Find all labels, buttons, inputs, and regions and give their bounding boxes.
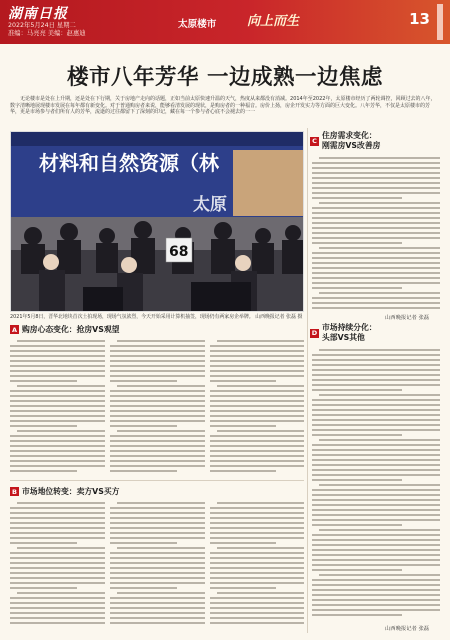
body-text-line	[10, 380, 77, 382]
body-text-line	[10, 390, 105, 392]
body-text-line	[312, 519, 440, 521]
body-text-line	[210, 380, 276, 382]
body-text-line	[110, 375, 205, 377]
body-text-line	[319, 484, 440, 486]
section-slogan: 向上而生	[247, 14, 300, 29]
body-text-line	[110, 395, 205, 397]
body-text-line	[312, 429, 440, 431]
body-text-line	[210, 587, 276, 589]
body-text-line	[10, 512, 105, 514]
body-text-line	[312, 232, 440, 234]
body-text-line	[312, 162, 440, 164]
body-text-line	[117, 385, 205, 387]
body-text-line	[10, 350, 105, 352]
body-text-line	[110, 450, 205, 452]
body-text-line	[312, 579, 440, 581]
body-text-line	[210, 597, 304, 599]
body-text-line	[210, 450, 304, 452]
body-text-line	[210, 532, 304, 534]
section-c-mark: C	[310, 137, 319, 146]
body-text-line	[110, 440, 205, 442]
body-text-line	[210, 577, 304, 579]
section-a-body-col3	[210, 340, 304, 475]
body-text-line	[110, 365, 205, 367]
body-text-line	[312, 354, 440, 356]
body-text-line	[210, 562, 304, 564]
body-text-line	[312, 379, 440, 381]
body-text-line	[319, 529, 440, 531]
body-text-line	[110, 527, 205, 529]
body-text-line	[210, 410, 304, 412]
body-text-line	[312, 207, 440, 209]
body-text-line	[10, 440, 105, 442]
body-text-line	[110, 532, 205, 534]
land-auction-photo	[10, 131, 304, 312]
body-text-line	[10, 542, 77, 544]
body-text-line	[110, 607, 205, 609]
body-text-line	[10, 582, 105, 584]
body-text-line	[10, 465, 105, 467]
page-number: 13	[409, 10, 430, 28]
body-text-line	[312, 419, 440, 421]
body-text-line	[10, 420, 105, 422]
body-text-line	[319, 292, 440, 294]
body-text-line	[312, 449, 440, 451]
body-text-line	[110, 557, 205, 559]
body-text-line	[210, 345, 304, 347]
body-text-line	[217, 385, 304, 387]
body-text-line	[312, 559, 440, 561]
body-text-line	[10, 455, 105, 457]
body-text-line	[10, 587, 77, 589]
body-text-line	[110, 445, 205, 447]
section-b-mark: B	[10, 487, 19, 496]
body-text-line	[210, 395, 304, 397]
body-text-line	[117, 592, 205, 594]
body-text-line	[17, 502, 105, 504]
body-text-line	[110, 567, 205, 569]
body-text-line	[312, 384, 440, 386]
body-text-line	[312, 252, 440, 254]
body-text-line	[10, 375, 105, 377]
body-text-line	[312, 222, 440, 224]
body-text-line	[312, 524, 402, 526]
body-text-line	[210, 465, 304, 467]
body-text-line	[210, 537, 304, 539]
body-text-line	[110, 517, 205, 519]
section-b-header	[10, 486, 119, 497]
section-d-mark: D	[311, 329, 318, 337]
photo-caption-text: 2021年5月8日，晋华北地块首次土拍现场，现场气氛浓烈，今天开始采用计算机抽签，现场仍有两家房企举牌。	[10, 314, 254, 320]
body-text-line	[312, 499, 440, 501]
body-text-line	[10, 597, 105, 599]
body-text-line	[210, 440, 304, 442]
body-text-line	[110, 410, 205, 412]
body-text-line	[312, 489, 440, 491]
body-text-line	[312, 237, 440, 239]
body-text-line	[312, 504, 440, 506]
section-b-title: 市场地位转变：卖方VS买方	[22, 487, 120, 496]
body-text-line	[110, 522, 205, 524]
body-text-line	[312, 604, 440, 606]
section-d-title-line2: 头部VS其他	[322, 333, 365, 342]
issue-date: 2022年5月24日 星期二	[8, 22, 76, 29]
body-text-line	[110, 435, 205, 437]
body-text-line	[210, 512, 304, 514]
body-text-line	[312, 359, 440, 361]
body-text-line	[10, 562, 105, 564]
body-text-line	[210, 470, 276, 472]
newspaper-logo: 湖南日报	[8, 6, 68, 22]
photo-banner-text: 材料和自然资源（林	[39, 151, 219, 175]
body-text-line	[210, 507, 304, 509]
section-a-title: 购房心态变化：抢房VS观望	[22, 325, 120, 334]
body-text-line	[312, 479, 402, 481]
body-text-line	[312, 539, 440, 541]
body-text-line	[110, 415, 205, 417]
body-text-line	[10, 445, 105, 447]
body-text-line	[210, 517, 304, 519]
body-text-line	[110, 507, 205, 509]
section-a-body-col1	[10, 340, 105, 475]
body-text-line	[312, 227, 440, 229]
body-text-line	[10, 507, 105, 509]
body-text-line	[110, 577, 205, 579]
body-text-line	[210, 400, 304, 402]
body-text-line	[312, 599, 440, 601]
body-text-line	[110, 622, 205, 624]
body-text-line	[17, 385, 105, 387]
body-text-line	[312, 469, 440, 471]
body-text-line	[110, 562, 205, 564]
body-text-line	[110, 350, 205, 352]
body-text-line	[110, 582, 205, 584]
body-text-line	[10, 527, 105, 529]
masthead	[0, 0, 450, 44]
section-b-body-col1	[10, 502, 105, 630]
body-text-line	[110, 380, 177, 382]
section-divider	[10, 480, 304, 481]
body-text-line	[210, 435, 304, 437]
body-text-line	[312, 609, 440, 611]
body-text-line	[110, 542, 177, 544]
body-text-line	[210, 445, 304, 447]
photo-illustration	[11, 132, 304, 312]
body-text-line	[312, 182, 440, 184]
body-text-line	[117, 502, 205, 504]
body-text-line	[312, 374, 440, 376]
section-b-body-col2	[110, 502, 205, 630]
body-text-line	[312, 172, 440, 174]
section-a-mark: A	[11, 325, 18, 334]
body-text-line	[312, 424, 440, 426]
body-text-line	[312, 409, 440, 411]
body-text-line	[10, 557, 105, 559]
photo-caption	[10, 314, 304, 320]
body-text-line	[312, 594, 440, 596]
body-text-line	[10, 602, 105, 604]
body-text-line	[312, 614, 402, 616]
body-text-line	[110, 537, 205, 539]
body-text-line	[10, 395, 105, 397]
body-text-line	[210, 617, 304, 619]
body-text-line	[10, 460, 105, 462]
body-text-line	[110, 455, 205, 457]
body-text-line	[210, 582, 304, 584]
body-text-line	[10, 532, 105, 534]
body-text-line	[312, 554, 440, 556]
body-text-line	[319, 157, 440, 159]
body-text-line	[10, 567, 105, 569]
body-text-line	[312, 257, 440, 259]
body-text-line	[110, 390, 205, 392]
body-text-line	[210, 405, 304, 407]
body-text-line	[210, 527, 304, 529]
body-text-line	[217, 340, 304, 342]
body-text-line	[10, 607, 105, 609]
body-text-line	[10, 450, 105, 452]
body-text-line	[10, 425, 77, 427]
section-d-header	[310, 323, 377, 343]
body-text-line	[312, 434, 402, 436]
body-text-line	[312, 459, 440, 461]
body-text-line	[10, 355, 105, 357]
body-text-line	[117, 547, 205, 549]
section-c-byline: 山西晚报记者 张磊	[385, 315, 430, 321]
body-text-line	[312, 474, 440, 476]
body-text-line	[10, 405, 105, 407]
body-text-line	[210, 350, 304, 352]
body-text-line	[312, 564, 440, 566]
body-text-line	[110, 597, 205, 599]
body-text-line	[210, 612, 304, 614]
body-text-line	[110, 405, 205, 407]
body-text-line	[110, 552, 205, 554]
body-text-line	[217, 547, 304, 549]
body-text-line	[312, 302, 440, 304]
body-text-line	[117, 340, 205, 342]
body-text-line	[17, 592, 105, 594]
photo-credit: 山西晚报记者 张磊 摄	[255, 314, 303, 320]
edge-decoration	[437, 4, 443, 40]
body-text-line	[10, 577, 105, 579]
body-text-line	[312, 514, 440, 516]
section-c-title-line2: 刚需房VS改善房	[322, 141, 381, 150]
body-text-line	[210, 522, 304, 524]
body-text-line	[312, 389, 402, 391]
body-text-line	[312, 364, 440, 366]
section-a-header	[10, 324, 119, 335]
body-text-line	[312, 197, 402, 199]
body-text-line	[312, 534, 440, 536]
body-text-line	[110, 460, 205, 462]
body-text-line	[312, 509, 440, 511]
body-text-line	[210, 360, 304, 362]
body-text-line	[10, 415, 105, 417]
section-a-body-col2	[110, 340, 205, 475]
body-text-line	[312, 454, 440, 456]
body-text-line	[312, 444, 440, 446]
body-text-line	[217, 502, 304, 504]
body-text-line	[110, 470, 177, 472]
body-text-line	[319, 574, 440, 576]
body-text-line	[110, 602, 205, 604]
body-text-line	[110, 465, 205, 467]
body-text-line	[312, 212, 440, 214]
body-text-line	[312, 177, 440, 179]
body-text-line	[210, 557, 304, 559]
body-text-line	[17, 430, 105, 432]
body-text-line	[312, 494, 440, 496]
section-name: 太原楼市	[178, 19, 217, 30]
body-text-line	[312, 297, 440, 299]
body-text-line	[10, 552, 105, 554]
body-text-line	[217, 592, 304, 594]
body-text-line	[210, 567, 304, 569]
body-text-line	[10, 410, 105, 412]
body-text-line	[10, 345, 105, 347]
body-text-line	[319, 202, 440, 204]
body-text-line	[312, 589, 440, 591]
body-text-line	[210, 455, 304, 457]
body-text-line	[10, 537, 105, 539]
body-text-line	[312, 277, 440, 279]
article-lead: 无论楼市是处在上升期，还是处在下行期，关于房地产走向的话题，正如当前太原快速升温的天气，热度从来都没有消减。2014年至2022年，太原楼市经历了两轮调控，回顾过去的八年，数字清晰地展现楼市发展在每年都有新变化。对于普通购房者来说，能够看清发展的现状，是购房者的一种福音。房价上扬，房企开发实力等方面的巨大变化。八年芳华，不仅是太原楼市的芳华，更是市场参与者们所有人的芳华，流逝的过往都留下了深刻的印记，藏在每一个参与者心底不会褪去的一一	[10, 96, 436, 116]
section-d-byline: 山西晚报记者 张磊	[385, 626, 430, 632]
article-headline: 楼市八年芳华 一边成熟一边焦虑	[67, 65, 383, 90]
body-text-line	[312, 404, 440, 406]
body-text-line	[10, 435, 105, 437]
body-text-line	[312, 187, 440, 189]
body-text-line	[210, 390, 304, 392]
body-text-line	[10, 365, 105, 367]
body-text-line	[110, 400, 205, 402]
issue-info	[8, 22, 86, 38]
body-text-line	[319, 247, 440, 249]
body-text-line	[110, 572, 205, 574]
body-text-line	[10, 522, 105, 524]
body-text-line	[312, 544, 440, 546]
body-text-line	[210, 425, 276, 427]
body-text-line	[319, 439, 440, 441]
body-text-line	[210, 572, 304, 574]
body-text-line	[10, 360, 105, 362]
body-text-line	[312, 217, 440, 219]
body-text-line	[10, 370, 105, 372]
section-d-title-line1: 市场持续分化：	[322, 323, 377, 332]
body-text-line	[210, 375, 304, 377]
body-text-line	[217, 430, 304, 432]
body-text-line	[210, 602, 304, 604]
body-text-line	[110, 370, 205, 372]
body-text-line	[210, 370, 304, 372]
body-text-line	[110, 612, 205, 614]
body-text-line	[10, 572, 105, 574]
body-text-line	[110, 360, 205, 362]
body-text-line	[210, 420, 304, 422]
body-text-line	[110, 617, 205, 619]
body-text-line	[312, 192, 440, 194]
section-b-body-col3	[210, 502, 304, 630]
body-text-line	[10, 400, 105, 402]
body-text-line	[312, 262, 440, 264]
body-text-line	[312, 282, 440, 284]
body-text-line	[10, 470, 77, 472]
body-text-line	[312, 549, 440, 551]
body-text-line	[10, 612, 105, 614]
body-text-line	[110, 587, 177, 589]
body-text-line	[210, 365, 304, 367]
body-text-line	[17, 547, 105, 549]
issue-editors: 准编：马亮亮 美编：赵惠迪	[8, 30, 86, 37]
body-text-line	[210, 622, 304, 624]
body-text-line	[312, 569, 402, 571]
section-d-body	[312, 349, 440, 621]
body-text-line	[312, 414, 440, 416]
photo-watermark: 太原	[193, 195, 227, 215]
body-text-line	[110, 420, 205, 422]
body-text-line	[210, 552, 304, 554]
body-text-line	[312, 267, 440, 269]
body-text-line	[312, 287, 402, 289]
photo-bid-placard: 68	[169, 244, 189, 260]
body-text-line	[110, 425, 177, 427]
body-text-line	[210, 460, 304, 462]
body-text-line	[319, 349, 440, 351]
body-text-line	[319, 394, 440, 396]
body-text-line	[210, 355, 304, 357]
column-divider	[307, 128, 308, 633]
body-text-line	[10, 517, 105, 519]
body-text-line	[210, 542, 276, 544]
body-text-line	[10, 617, 105, 619]
body-text-line	[312, 167, 440, 169]
body-text-line	[110, 512, 205, 514]
body-text-line	[312, 584, 440, 586]
body-text-line	[312, 464, 440, 466]
body-text-line	[210, 415, 304, 417]
section-c-header	[310, 131, 380, 151]
body-text-line	[10, 622, 105, 624]
body-text-line	[117, 430, 205, 432]
body-text-line	[110, 345, 205, 347]
body-text-line	[210, 607, 304, 609]
body-text-line	[312, 272, 440, 274]
body-text-line	[312, 369, 440, 371]
body-text-line	[17, 340, 105, 342]
section-c-body	[312, 157, 440, 313]
section-c-title-line1: 住房需求变化：	[322, 131, 377, 140]
body-text-line	[312, 242, 402, 244]
body-text-line	[110, 355, 205, 357]
body-text-line	[312, 399, 440, 401]
body-text-line	[312, 307, 440, 309]
